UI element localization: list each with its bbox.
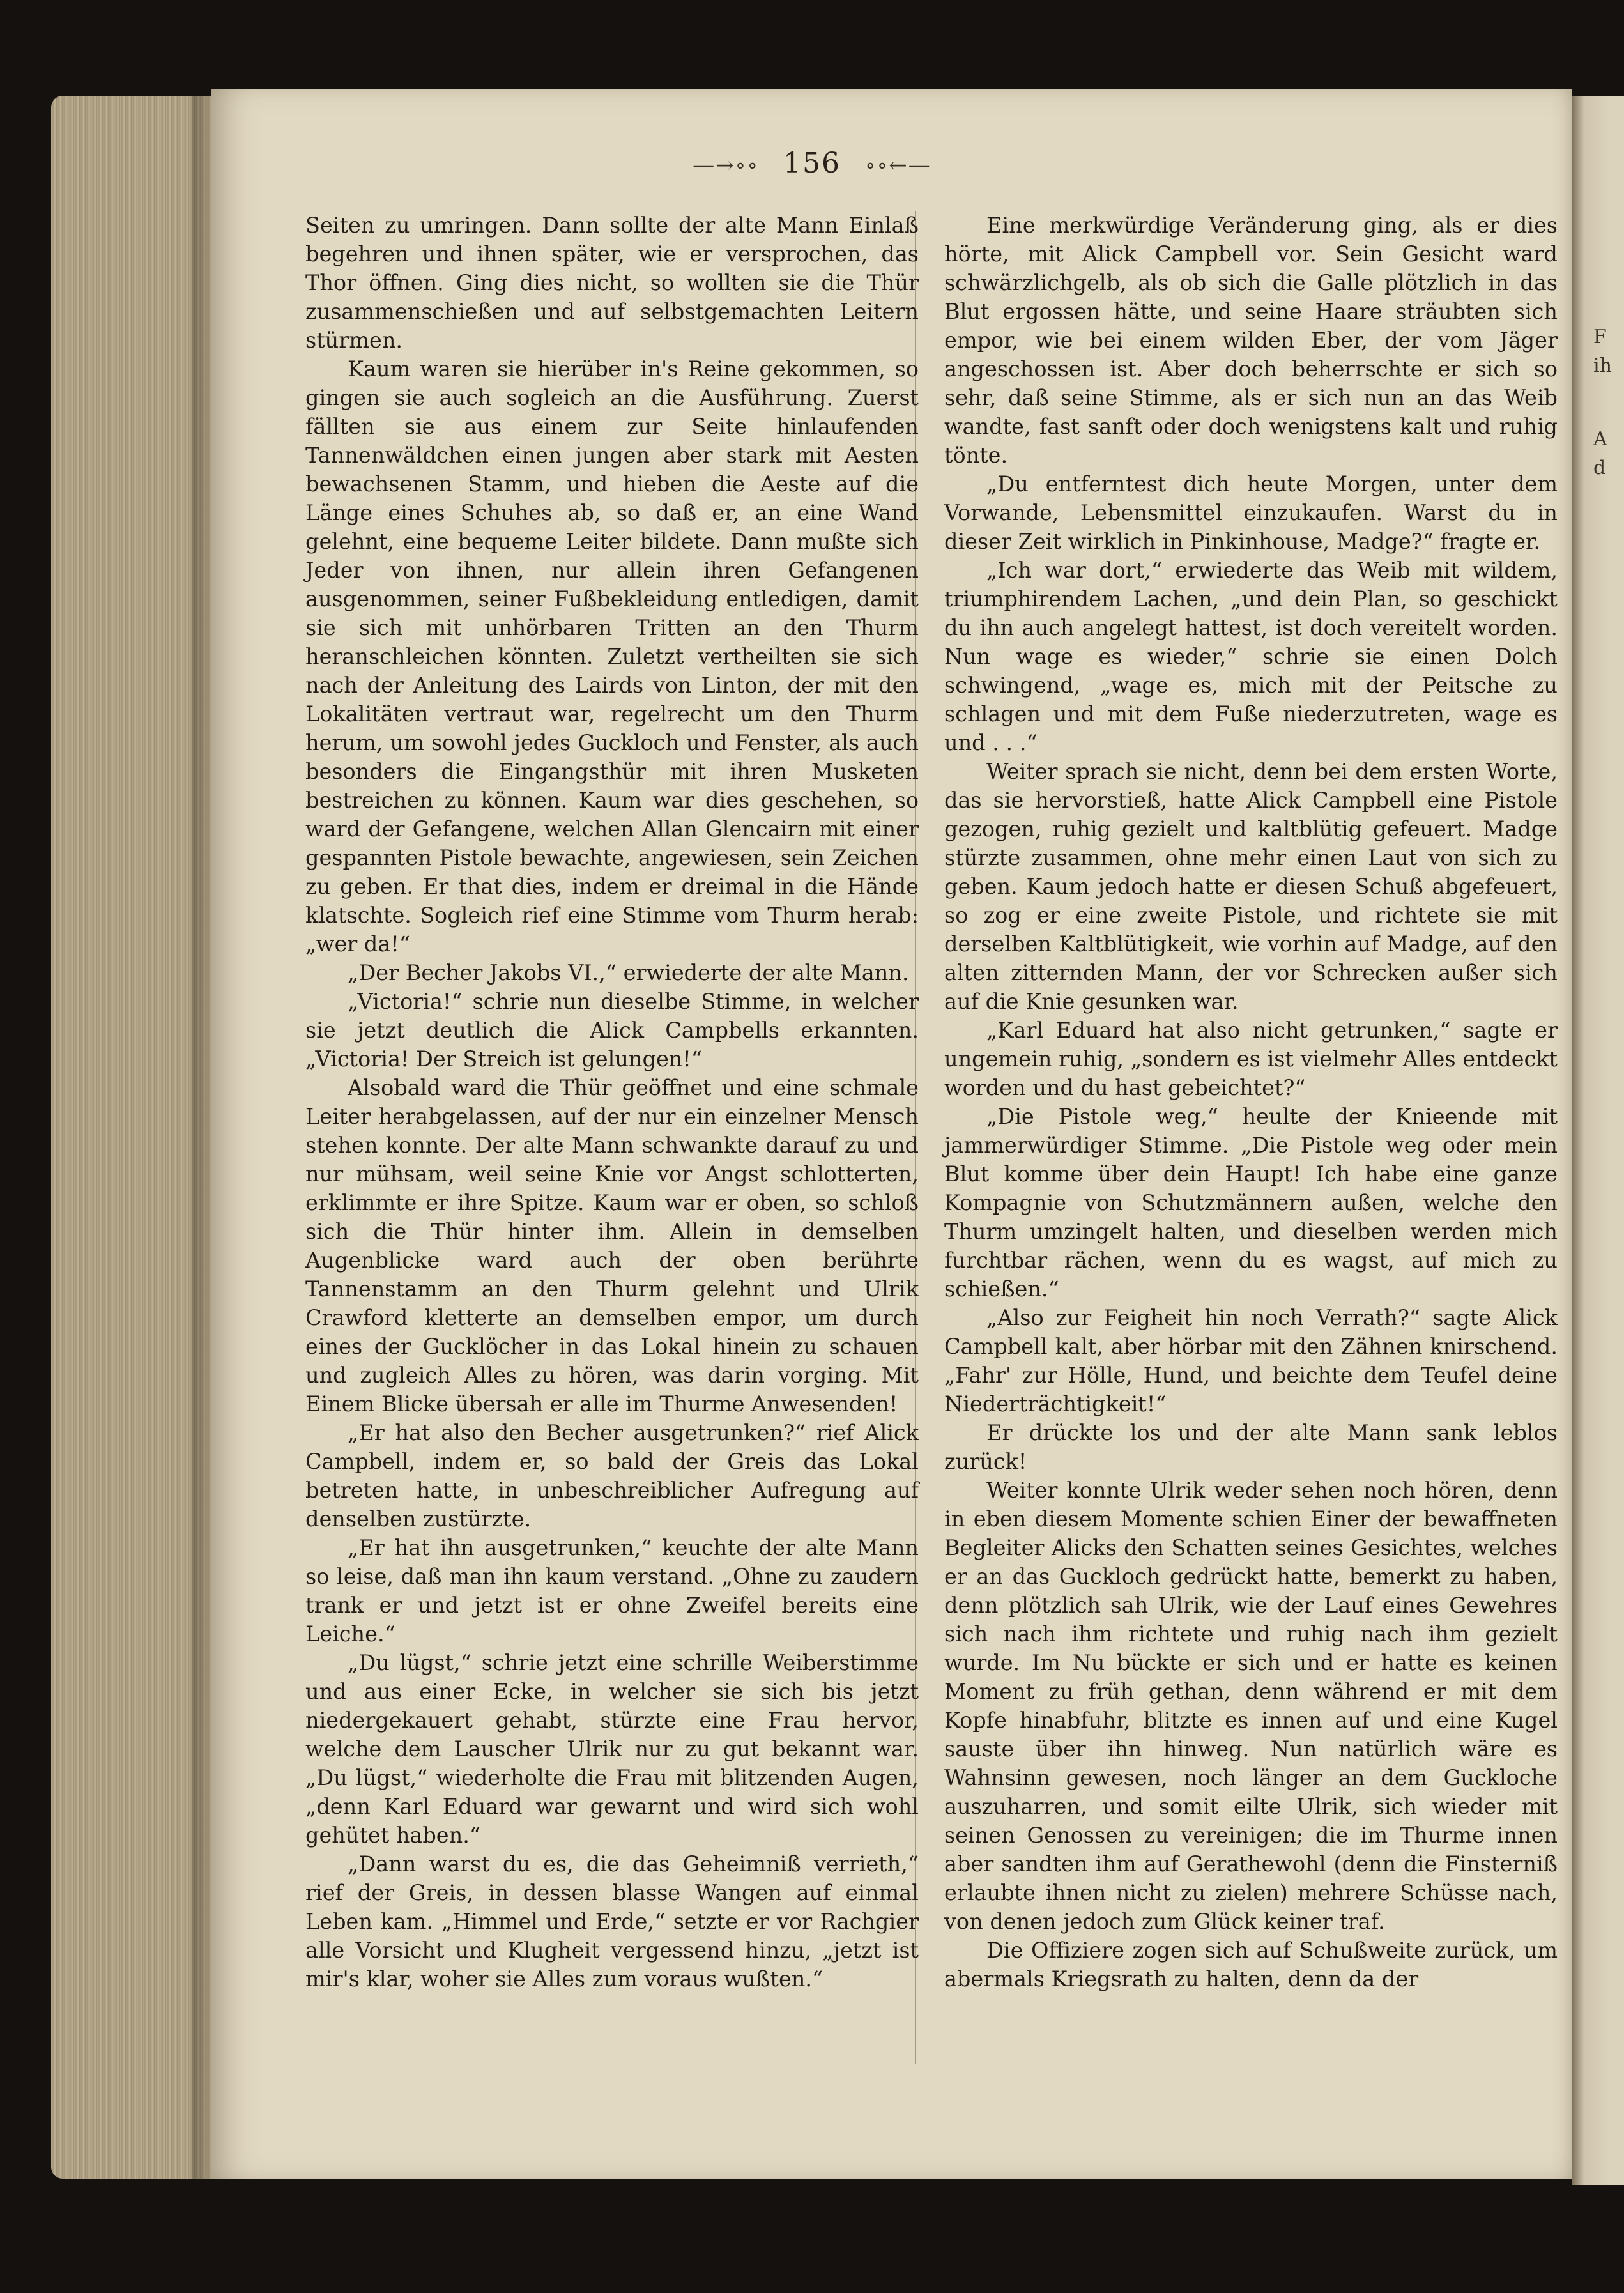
paragraph: Kaum waren sie hierüber in's Reine gekommen, so gingen sie auch sogleich an die Ausführung. Zuerst fällten sie aus einem zur Seite hinlaufenden Tannenwäldchen einen jungen aber stark mit Aesten bewachsenen Stamm, und hieben die Aeste auf die Länge eines Schuhes ab, so daß er, an eine Wand gelehnt, eine bequeme Leiter bildete. Dann mußte sich Jeder von ihnen, nur allein ihren Gefangenen ausgenommen, seiner Fußbekleidung entledigen, damit sie sich mit unhörbaren Tritten an den Thurm heranschleichen könnten. Zuletzt vertheilten sie sich nach der Anleitung des Lairds von Linton, der mit den Lokalitäten vertraut war, regelrecht um den Thurm herum, um sowohl jedes Guckloch und Fenster, als auch besonders die Eingangsthür mit ihren Musketen bestreichen zu können. Kaum war dies geschehen, so ward der Gefangene, welchen Allan Glencairn mit einer gespannten Pistole bewachte, angewiesen, sein Zeichen zu geben. Er that dies, indem er dreimal in die Hände klatschte. Sogleich rief eine Stimme vom Thurm herab: „wer da!“ (305, 357, 919, 956)
page-header (0, 147, 1624, 180)
next-page-fragment: d (1593, 457, 1606, 479)
paragraph: Er drückte los und der alte Mann sank leblos zurück! (944, 1420, 1558, 1474)
next-page-fragment: F (1593, 326, 1607, 348)
paragraph: „Karl Eduard hat also nicht getrunken,“ sagte er ungemein ruhig, „sondern es ist vielmehr Alles entdeckt worden und du hast gebeichtet?“ (944, 1018, 1558, 1100)
paragraph: „Die Pistole weg,“ heulte der Knieende mit jammerwürdiger Stimme. „Die Pistole weg oder mein Blut komme über dein Haupt! Ich habe eine ganze Kompagnie von Schutzmännern außen, welche den Thurm umzingelt halten, und dieselben werden mich furchtbar rächen, wenn du es wagst, auf mich zu schießen.“ (944, 1104, 1558, 1301)
paragraph: Weiter konnte Ulrik weder sehen noch hören, denn in eben diesem Momente schien Einer der bewaffneten Begleiter Alicks den Schatten seines Gesichtes, welches er an das Guckloch gedrückt hatte, bemerkt zu haben, denn plötzlich sah Ulrik, wie der Lauf eines Gewehres sich nach ihm richtete und ruhig nach ihm gezielt wurde. Im Nu bückte er sich und er hatte es keinen Moment zu früh gethan, denn während er mit dem Kopfe hinabfuhr, blitzte es innen auf und eine Kugel sauste über ihn hinweg. Nun natürlich wäre es Wahnsinn gewesen, noch länger an dem Guckloche auszuharren, und somit eilte Ulrik, sich wieder mit seinen Genossen zu vereinigen; die im Thurme innen aber sandten ihm auf Gerathewohl (denn die Finsterniß erlaubte ihnen nicht zu zielen) mehrere Schüsse nach, von denen jedoch zum Glück keiner traf. (944, 1478, 1558, 1934)
ornament-right-icon: ∘∘←— (864, 153, 931, 178)
page-number: 156 (783, 147, 841, 180)
paragraph: „Du lügst,“ schrie jetzt eine schrille Weiberstimme und aus einer Ecke, in welcher sie sich bis jetzt niedergekauert gehabt, stürzte eine Frau hervor, welche dem Lauscher Ulrik nur zu gut bekannt war. „Du lügst,“ wiederholte die Frau mit blitzenden Augen, „denn Karl Eduard war gewarnt und wird sich wohl gehütet haben.“ (305, 1650, 919, 1848)
paragraph: Eine merkwürdige Veränderung ging, als er dies hörte, mit Alick Campbell vor. Sein Gesicht ward schwärzlichgelb, als ob sich die Galle plötzlich in das Blut ergossen hätte, und seine Haare sträubten sich empor, wie bei einem wilden Eber, der vom Jäger angeschossen ist. Aber doch beherrschte er sich so sehr, daß seine Stimme, als er sich nun an das Weib wandte, fast sanft oder doch wenigstens kalt und ruhig tönte. (944, 213, 1558, 468)
right-column (944, 211, 1558, 1993)
paragraph: „Victoria!“ schrie nun dieselbe Stimme, in welcher sie jetzt deutlich die Alick Campbells erkannten. „Victoria! Der Streich ist gelungen!“ (305, 989, 919, 1071)
paragraph: Seiten zu umringen. Dann sollte der alte Mann Einlaß begehren und ihnen später, wie er versprochen, das Thor öffnen. Ging dies nicht, so wollten sie die Thür zusammenschießen und auf selbstgemachten Leitern stürmen. (305, 213, 919, 353)
book-page-edges (51, 96, 211, 2179)
paragraph: „Er hat also den Becher ausgetrunken?“ rief Alick Campbell, indem er, so bald der Greis das Lokal betreten hatte, in unbeschreiblicher Aufregung auf denselben zustürzte. (305, 1420, 919, 1531)
next-page-edge (1572, 96, 1624, 2185)
ornament-left-icon: —→∘∘ (693, 153, 759, 178)
paragraph: „Also zur Feigheit hin noch Verrath?“ sagte Alick Campbell kalt, aber hörbar mit den Zähnen knirschend. „Fahr' zur Hölle, Hund, und beichte dem Teufel deine Niederträchtigkeit!“ (944, 1305, 1558, 1416)
paragraph: „Dann warst du es, die das Geheimniß verrieth,“ rief der Greis, in dessen blasse Wangen auf einmal Leben kam. „Himmel und Erde,“ setzte er vor Rachgier alle Vorsicht und Klugheit vergessend hinzu, „jetzt ist mir's klar, woher sie Alles zum voraus wußten.“ (305, 1852, 919, 1991)
left-column (305, 211, 919, 1993)
paragraph: „Du entferntest dich heute Morgen, unter dem Vorwande, Lebensmittel einzukaufen. Warst du in dieser Zeit wirklich in Pinkinhouse, Madge?“ fragte er. (944, 472, 1558, 554)
paragraph: Alsobald ward die Thür geöffnet und eine schmale Leiter herabgelassen, auf der nur ein einzelner Mensch stehen konnte. Der alte Mann schwankte darauf zu und nur mühsam, weil seine Knie vor Angst schlotterten, erklimmte er ihre Spitze. Kaum war er oben, so schloß sich die Thür hinter ihm. Allein in demselben Augenblicke ward auch der oben berührte Tannenstamm an den Thurm gelehnt und Ulrik Crawford kletterte an demselben empor, um durch eines der Gucklöcher in das Lokal hinein zu schauen und zugleich Alles zu hören, was darin vorging. Mit Einem Blicke übersah er alle im Thurme Anwesenden! (305, 1075, 919, 1416)
paragraph: „Er hat ihn ausgetrunken,“ keuchte der alte Mann so leise, daß man ihn kaum verstand. „Ohne zu zaudern trank er und jetzt ist er ohne Zweifel bereits eine Leiche.“ (305, 1535, 919, 1646)
next-page-fragment: A (1593, 428, 1607, 450)
paragraph: Weiter sprach sie nicht, denn bei dem ersten Worte, das sie hervorstieß, hatte Alick Campbell eine Pistole gezogen, ruhig gezielt und kaltblütig gefeuert. Madge stürzte zusammen, ohne mehr einen Laut von sich zu geben. Kaum jedoch hatte er diesen Schuß abgefeuert, so zog er eine zweite Pistole, und richtete sie mit derselben Kaltblütigkeit, wie vorhin auf Madge, auf den alten zitternden Mann, der vor Schrecken außer sich auf die Knie gesunken war. (944, 759, 1558, 1014)
paragraph: „Der Becher Jakobs VI.,“ erwiederte der alte Mann. (348, 960, 909, 985)
paragraph: Die Offiziere zogen sich auf Schußweite zurück, um abermals Kriegsrath zu halten, denn da der (944, 1938, 1558, 1991)
next-page-fragment: ih (1593, 355, 1612, 377)
paragraph: „Ich war dort,“ erwiederte das Weib mit wildem, triumphirendem Lachen, „und dein Plan, so geschickt du ihn auch angelegt hattest, ist doch vereitelt worden. Nun wage es wieder,“ schrie sie einen Dolch schwingend, „wage es, mich mit der Peitsche zu schlagen und mit dem Fuße niederzutreten, wage es und . . .“ (944, 558, 1558, 755)
